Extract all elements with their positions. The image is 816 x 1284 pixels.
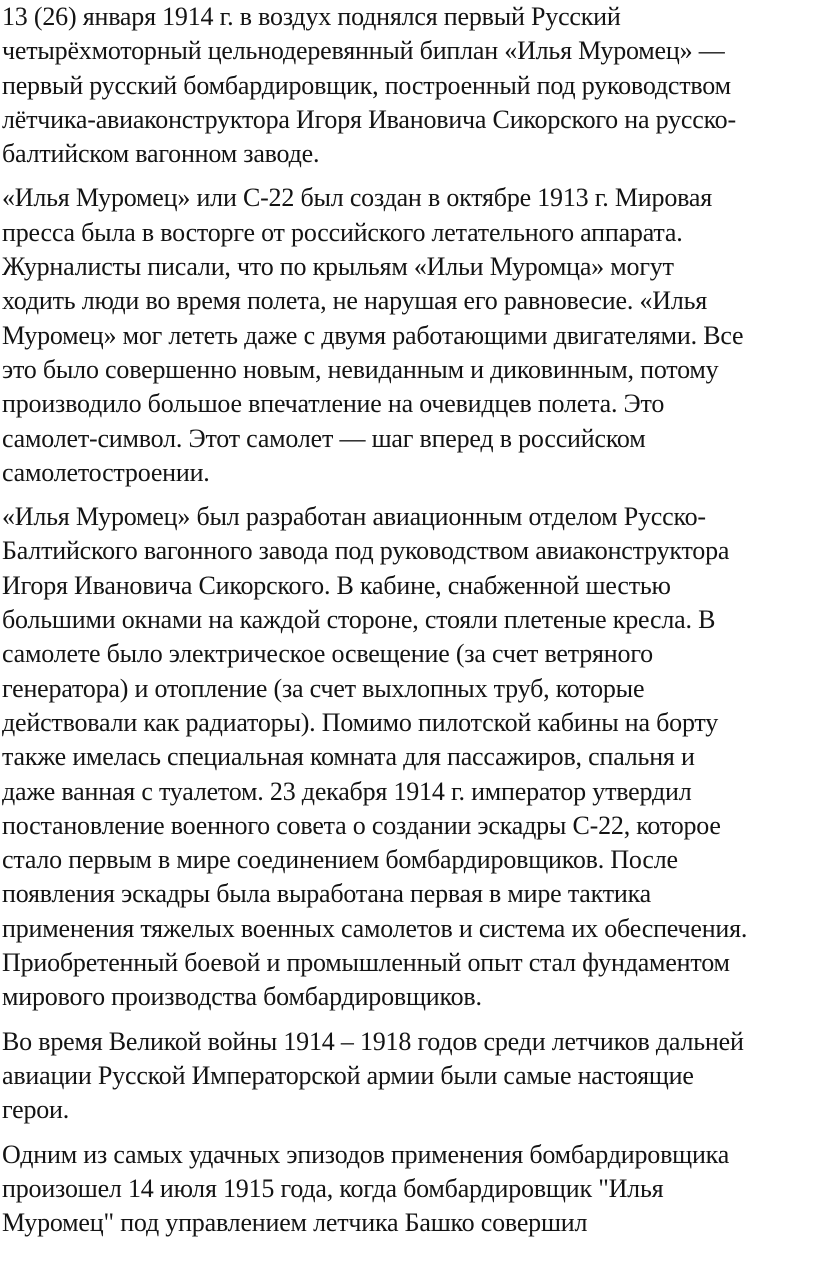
text-line: стало первым в мире соединением бомбардировщиков. После xyxy=(2,845,678,875)
text-line: 13 (26) января 1914 г. в воздух поднялся первый Русский xyxy=(2,2,621,31)
text-line: первый русский бомбардировщик, построенный под руководством xyxy=(2,70,731,100)
paragraph-2 xyxy=(2,181,814,490)
text-line: герои. xyxy=(2,1095,70,1125)
text-line: самолете было электрическое освещение (за счет ветряного xyxy=(2,639,653,669)
text-line: Одним из самых удачных эпизодов применения бомбардировщика xyxy=(2,1139,730,1169)
text-line: постановление военного совета о создании эскадры С-22, которое xyxy=(2,810,721,840)
text-line: появления эскадры была выработана первая в мире тактика xyxy=(2,879,651,909)
text-line: производило большое впечатление на очевидцев полета. Это xyxy=(2,389,665,419)
text-line: четырёхмоторный цельнодеревянный биплан «Илья Муромец» — xyxy=(2,36,725,66)
text-line: даже ванная с туалетом. 23 декабря 1914 г. император утвердил xyxy=(2,776,692,806)
text-line: «Илья Муромец» или С-22 был создан в октябре 1913 г. Мировая xyxy=(2,183,712,213)
text-line: Муромец" под управлением летчика Башко совершил xyxy=(2,1208,588,1238)
text-line: также имелась специальная комната для пассажиров, спальня и xyxy=(2,742,695,772)
text-line: лётчика-авиаконструктора Игоря Ивановича Сикорского на русско- xyxy=(2,104,736,134)
paragraph-5 xyxy=(2,1138,814,1241)
text-line: авиации Русской Императорской армии были самые настоящие xyxy=(2,1060,694,1090)
paragraph-3 xyxy=(2,500,814,1014)
paragraph-4 xyxy=(2,1025,814,1128)
text-line: большими окнами на каждой стороне, стояли плетеные кресла. В xyxy=(2,605,716,635)
text-line: Балтийского вагонного завода под руководством авиаконструктора xyxy=(2,536,730,566)
text-line: действовали как радиаторы). Помимо пилотской кабины на борту xyxy=(2,707,719,737)
text-line: самолет-символ. Этот самолет — шаг вперед в российском xyxy=(2,423,646,453)
text-line: балтийском вагонном заводе. xyxy=(2,139,320,169)
text-line: генератора) и отопление (за счет выхлопных труб, которые xyxy=(2,673,645,703)
text-line: ходить люди во время полета, не нарушая его равновесие. «Илья xyxy=(2,286,708,316)
text-line: Во время Великой войны 1914 – 1918 годов среди летчиков дальней xyxy=(2,1026,744,1056)
paragraph-1 xyxy=(2,0,814,171)
text-line: «Илья Муромец» был разработан авиационным отделом Русско- xyxy=(2,502,706,532)
text-line: пресса была в восторге от российского летательного аппарата. xyxy=(2,217,683,247)
text-line: произошел 14 июля 1915 года, когда бомбардировщик "Илья xyxy=(2,1173,664,1203)
text-line: Игоря Ивановича Сикорского. В кабине, снабженной шестью xyxy=(2,570,671,600)
text-line: самолетостроении. xyxy=(2,457,210,487)
text-line: Муромец» мог лететь даже с двумя работающими двигателями. Все xyxy=(2,320,744,350)
text-line: Приобретенный боевой и промышленный опыт стал фундаментом xyxy=(2,948,730,978)
text-line: Журналисты писали, что по крыльям «Ильи Муромца» могут xyxy=(2,252,674,282)
text-line: применения тяжелых военных самолетов и система их обеспечения. xyxy=(2,913,748,943)
text-line: это было совершенно новым, невиданным и диковинным, потому xyxy=(2,354,719,384)
text-line: мирового производства бомбардировщиков. xyxy=(2,982,482,1012)
